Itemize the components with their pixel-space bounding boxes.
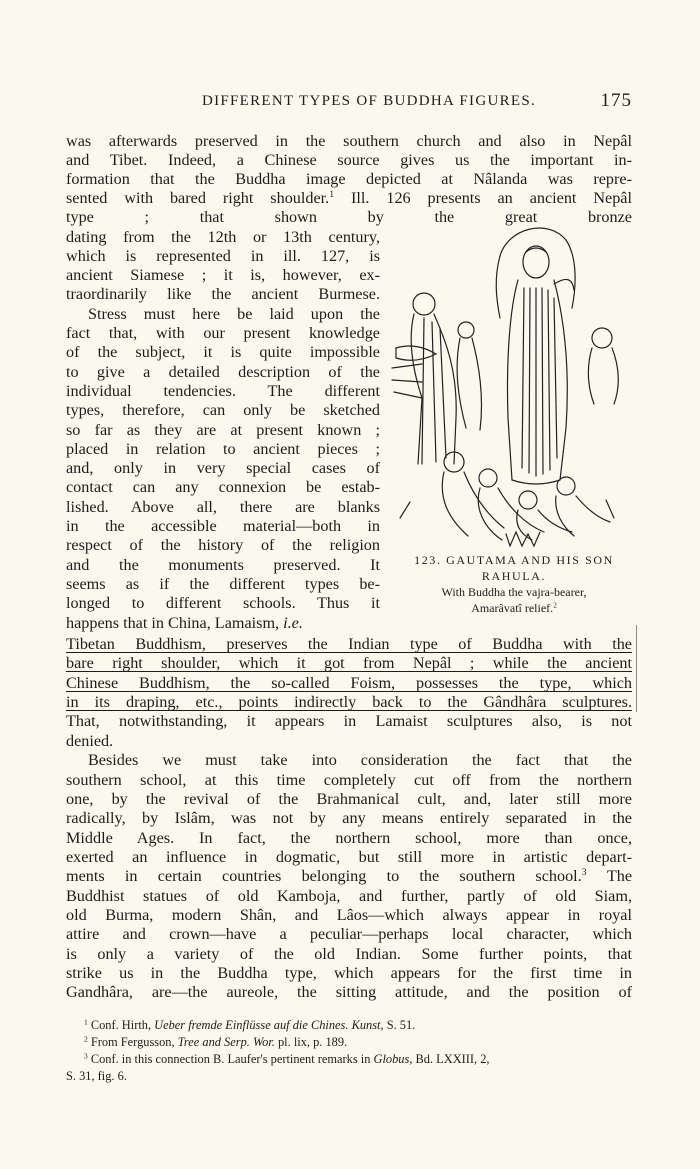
body-line: and, only in very special cases of: [66, 459, 380, 477]
body-line: and Tibet. Indeed, a Chinese source gives us the important in-: [66, 151, 632, 169]
body-line: fact that, with our present knowledge: [66, 324, 380, 342]
body-line: to give a detailed description of the: [66, 363, 380, 381]
body-line: southern school, at this time completely cut off from the northern: [66, 771, 632, 789]
illustration-gautama-and-rahula: [388, 218, 628, 550]
footnote-marker: 2: [553, 601, 557, 610]
body-line: contact can any connexion be estab-: [66, 478, 380, 496]
body-line: strike us in the Buddha type, which appears for the first time in: [66, 964, 632, 982]
body-line: That, notwithstanding, it appears in Lamaist sculptures also, is not: [66, 712, 632, 730]
body-line: is only a variety of the old Indian. Some further points, that: [66, 945, 632, 963]
body-line: placed in relation to ancient pieces ;: [66, 440, 380, 458]
italic-abbrev: i.e.: [283, 614, 303, 632]
figure-caption-title: 123. GAUTAMA AND HIS SON: [414, 553, 614, 567]
page-number: 175: [600, 90, 632, 111]
footnote-marker: 1: [329, 189, 335, 201]
body-line: Middle Ages. In fact, the northern school, more than once,: [66, 829, 632, 847]
figure-caption-title-cont: RAHULA.: [481, 569, 547, 583]
body-line: formation that the Buddha image depicted at Nâlanda was repre-: [66, 170, 632, 188]
figure-caption-desc: With Buddha the vajra-bearer,: [441, 585, 587, 599]
body-line: dating from the 12th or 13th century,: [66, 228, 380, 246]
body-line: types, therefore, can only be sketched: [66, 401, 380, 419]
body-line: longed to different schools. Thus it: [66, 594, 380, 612]
body-line: one, by the revival of the Brahmanical cult, and, later still more: [66, 790, 632, 808]
body-line: lished. Above all, there are blanks: [66, 498, 380, 516]
body-line: Buddhist statues of old Kamboja, and further, partly of old Siam,: [66, 887, 632, 905]
body-line: in the accessible material—both in: [66, 517, 380, 535]
body-line: bare right shoulder, which it got from Nepâl ; while the ancient: [66, 654, 632, 672]
footnote-1: $^1$ Conf. Hirth, Ueber fremde Einflüsse auf die Chines. Kunst, S. 51.: [84, 1017, 416, 1032]
body-line: so far as they are at present known ;: [66, 421, 380, 439]
body-line: ancient Siamese ; it is, however, ex-: [66, 266, 380, 284]
body-line: ments in certain countries belonging to the southern school.$^3$ The: [66, 867, 633, 885]
body-line: denied.: [66, 732, 114, 750]
body-line: Stress must here be laid upon the: [88, 305, 380, 323]
body-line: Chinese Buddhism, the so-called Foism, possesses the type, which: [66, 674, 632, 692]
body-line: of the subject, it is quite impossible: [66, 343, 380, 361]
body-line: traordinarily like the ancient Burmese.: [66, 285, 380, 303]
body-line: attire and crown—have a peculiar—perhaps local character, which: [66, 925, 632, 943]
body-line: which is represented in ill. 127, is: [66, 247, 380, 265]
footnote-marker: 3: [581, 867, 587, 879]
body-line: Gandhâra, are—the aureole, the sitting attitude, and the position of: [66, 983, 632, 1001]
margin-mark: [636, 625, 641, 712]
body-line: exerted an influence in dogmatic, but still more in artistic depart-: [66, 848, 632, 866]
footnote-3-cont: S. 31, fig. 6.: [66, 1069, 127, 1083]
body-line: respect of the history of the religion: [66, 536, 380, 554]
body-line: old Burma, modern Shân, and Lâos—which always appear in royal: [66, 906, 632, 924]
body-line: was afterwards preserved in the southern church and also in Nepâl: [66, 132, 632, 150]
body-line: radically, by Islâm, was not by any means entirely separated in the: [66, 809, 632, 827]
body-line: seems as if the different types be-: [66, 575, 380, 593]
body-line: Tibetan Buddhism, preserves the Indian type of Buddha with the: [66, 635, 632, 653]
running-title: DIFFERENT TYPES OF BUDDHA FIGURES.: [201, 93, 537, 109]
body-line: individual tendencies. The different: [66, 382, 380, 400]
body-line: sented with bared right shoulder.$^1$ Ill. 126 presents an ancient Nepâl: [66, 189, 632, 207]
figure-caption-source: Amarâvatî relief.$^2$: [471, 601, 557, 615]
body-line: type ; that shown by the great bronze: [66, 208, 632, 226]
footnote-3: $^3$ Conf. in this connection B. Laufer's pertinent remarks in Globus, Bd. LXXIII, 2,: [84, 1051, 490, 1066]
running-head: [66, 90, 632, 117]
footnote-2: $^2$ From Fergusson, Tree and Serp. Wor. pl. lix, p. 189.: [84, 1034, 348, 1049]
body-line: and the monuments preserved. It: [66, 556, 380, 574]
body-line: in its draping, etc., points indirectly back to the Gândhâra sculptures.: [66, 693, 632, 711]
body-line: happens that in China, Lamaism, i.e.: [66, 614, 303, 632]
body-line: Besides we must take into consideration the fact that the: [88, 751, 632, 769]
